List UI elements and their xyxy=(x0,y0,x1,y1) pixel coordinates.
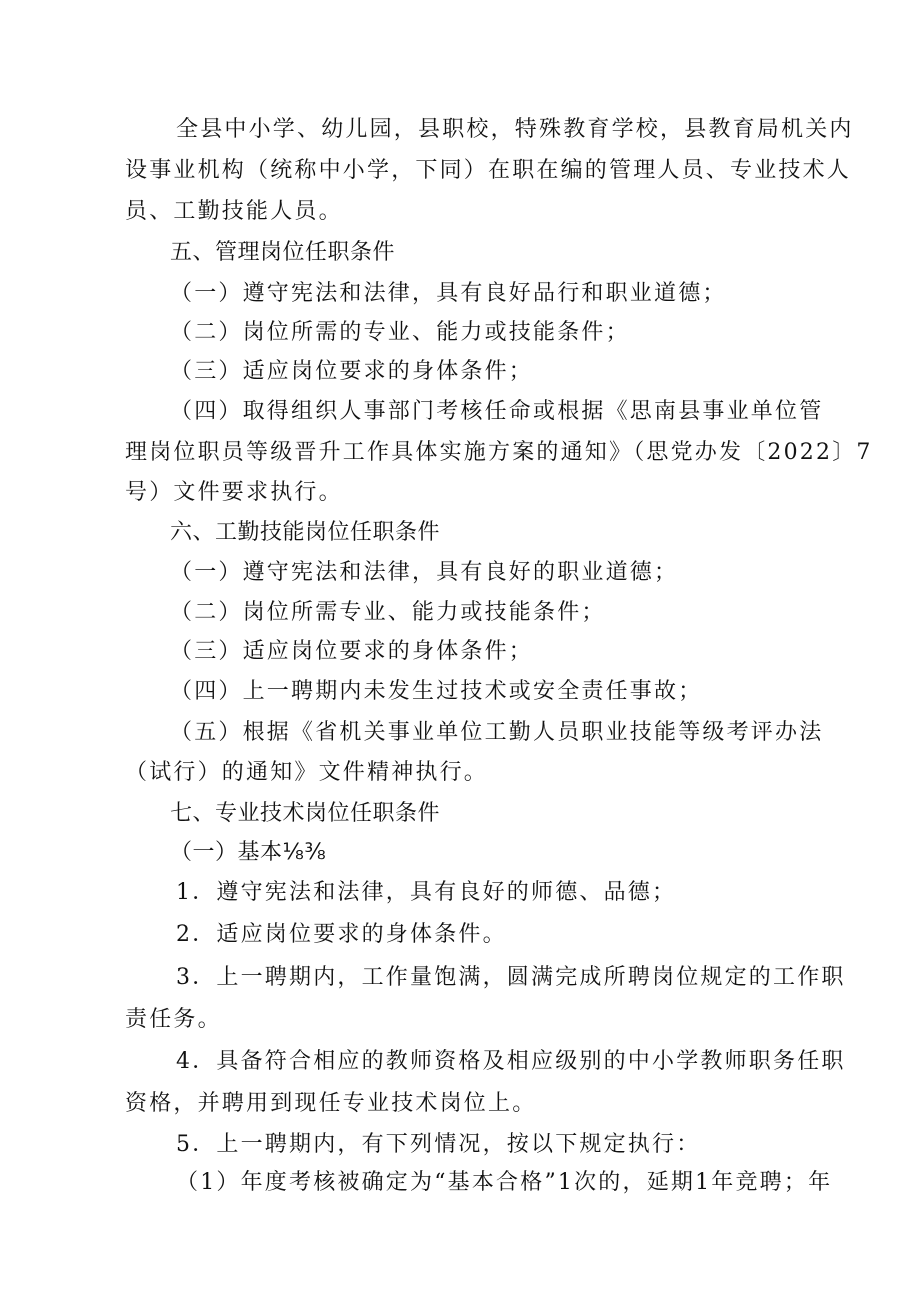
paragraph-line: 全县中小学、幼儿园，县职校，特殊教育学校，县教育局机关内 xyxy=(176,117,854,142)
list-item: 2．适应岗位要求的身体条件。 xyxy=(176,922,507,947)
paragraph-line: 资格，并聘用到现任专业技术岗位上。 xyxy=(125,1091,537,1116)
list-item: （1）年度考核被确定为“基本合格”1次的，延期1年竞聘；年 xyxy=(176,1170,833,1195)
list-item: （四）取得组织人事部门考核任命或根据《思南县事业单位管 xyxy=(170,399,824,424)
paragraph-line: 责任务。 xyxy=(125,1007,222,1032)
list-item: （四）上一聘期内未发生过技术或安全责任事故； xyxy=(170,679,703,704)
paragraph-line: 设事业机构（统称中小学，下同）在职在编的管理人员、专业技术人 xyxy=(125,158,852,183)
paragraph-line: 理岗位职员等级晋升工作具体实施方案的通知》（思党办发〔2022〕7 xyxy=(125,440,873,465)
section-heading: 六、工勤技能岗位任职条件 xyxy=(170,520,441,545)
list-item: （五）根据《省机关事业单位工勤人员职业技能等级考评办法 xyxy=(170,720,824,745)
subsection-heading: （一）基本⅛⅜ xyxy=(170,840,327,865)
list-item: （二）岗位所需的专业、能力或技能条件； xyxy=(170,320,630,345)
list-item: 4．具备符合相应的教师资格及相应级别的中小学教师职务任职 xyxy=(176,1049,846,1074)
list-item: （二）岗位所需专业、能力或技能条件； xyxy=(170,600,606,625)
list-item: （三）适应岗位要求的身体条件； xyxy=(170,359,534,384)
list-item: 3．上一聘期内，工作量饱满，圆满完成所聘岗位规定的工作职 xyxy=(176,965,846,990)
section-heading: 五、管理岗位任职条件 xyxy=(170,240,396,265)
list-item: 5．上一聘期内，有下列情况，按以下规定执行： xyxy=(176,1132,701,1157)
paragraph-line: 号）文件要求执行。 xyxy=(125,480,343,505)
list-item: （一）遵守宪法和法律，具有良好品行和职业道德； xyxy=(170,281,727,306)
list-item: （三）适应岗位要求的身体条件； xyxy=(170,639,534,664)
list-item: （一）遵守宪法和法律，具有良好的职业道德； xyxy=(170,560,679,585)
list-item: 1．遵守宪法和法律，具有良好的师德、品德； xyxy=(176,880,677,905)
paragraph-line: 员、工勤技能人员。 xyxy=(125,199,343,224)
section-heading: 七、专业技术岗位任职条件 xyxy=(170,801,441,826)
paragraph-line: （试行）的通知》文件精神执行。 xyxy=(125,760,489,785)
